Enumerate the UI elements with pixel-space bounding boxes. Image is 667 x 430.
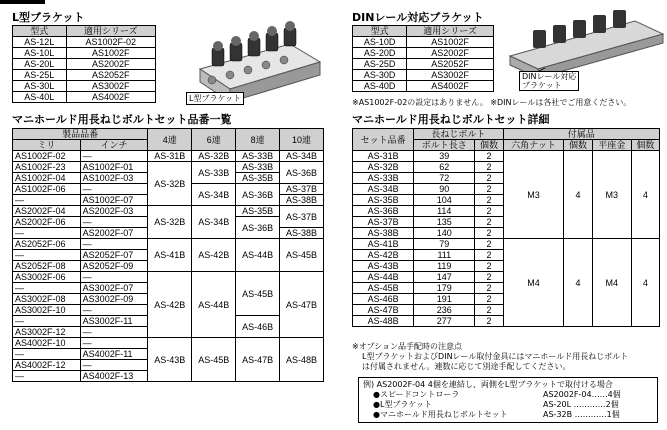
table-cell: 79 bbox=[414, 239, 475, 250]
table-cell: AS-44B bbox=[192, 272, 236, 338]
table-cell: — bbox=[13, 371, 81, 382]
table-cell: AS1002F-04 bbox=[13, 173, 81, 184]
table-cell: 62 bbox=[414, 162, 475, 173]
table-cell: AS3002F-09 bbox=[80, 294, 148, 305]
table-cell: — bbox=[13, 316, 81, 327]
table-cell: 4 bbox=[564, 151, 592, 239]
model-cell: AS-20L bbox=[13, 59, 67, 70]
table-cell: — bbox=[13, 228, 81, 239]
table-cell: 2 bbox=[475, 250, 503, 261]
table-cell: AS-33B bbox=[192, 162, 236, 184]
table-cell: 72 bbox=[414, 173, 475, 184]
table-cell: AS-33B bbox=[236, 162, 280, 173]
table-cell: AS1002F-03 bbox=[80, 173, 148, 184]
model-cell: AS-40L bbox=[13, 92, 67, 103]
header-6: 6連 bbox=[192, 129, 236, 151]
series-cell: AS3002F bbox=[66, 81, 155, 92]
table-cell: — bbox=[80, 338, 148, 349]
table-cell: AS-32B bbox=[148, 206, 192, 239]
col-header: 型式 bbox=[13, 26, 67, 37]
table-cell: AS-37B bbox=[280, 184, 324, 195]
table-cell: — bbox=[80, 360, 148, 371]
table-cell: 191 bbox=[414, 294, 475, 305]
table-cell: — bbox=[13, 250, 81, 261]
table-cell: AS1002F-01 bbox=[80, 162, 148, 173]
table-cell: 104 bbox=[414, 195, 475, 206]
table-cell: 4 bbox=[631, 239, 659, 327]
table-cell: 2 bbox=[475, 217, 503, 228]
table-cell: AS3002F-11 bbox=[80, 316, 148, 327]
table-cell: — bbox=[80, 305, 148, 316]
table-cell: 2 bbox=[475, 162, 503, 173]
table-cell: AS3002F-08 bbox=[13, 294, 81, 305]
table-cell: AS2052F-07 bbox=[80, 250, 148, 261]
table-cell: 個数 bbox=[631, 140, 659, 151]
table-cell: AS2052F-08 bbox=[13, 261, 81, 272]
table-cell: 六角ナット bbox=[503, 140, 564, 151]
bolt-table bbox=[12, 128, 324, 382]
model-cell: AS-25D bbox=[353, 59, 407, 70]
detail-title: マニホールド用長ねじボルトセット詳細 bbox=[352, 113, 550, 126]
header-4: 4連 bbox=[148, 129, 192, 151]
table-cell: AS-47B bbox=[353, 305, 414, 316]
table-cell: — bbox=[80, 239, 148, 250]
table-cell: — bbox=[13, 349, 81, 360]
table-cell: AS-42B bbox=[148, 272, 192, 338]
table-cell: 個数 bbox=[475, 140, 503, 151]
table-cell: AS-45B bbox=[192, 338, 236, 382]
table-cell: AS1002F-23 bbox=[13, 162, 81, 173]
table-cell: 2 bbox=[475, 305, 503, 316]
table-cell: 140 bbox=[414, 228, 475, 239]
table-cell: AS1002F-06 bbox=[13, 184, 81, 195]
model-cell: AS-12L bbox=[13, 37, 67, 48]
table-cell: AS4002F-11 bbox=[80, 349, 148, 360]
c10-cell: AS-34B bbox=[280, 151, 324, 162]
table-cell: AS-35B bbox=[236, 206, 280, 217]
table-cell: 2 bbox=[475, 316, 503, 327]
lbracket-title: L型ブラケット bbox=[12, 11, 85, 24]
table-cell: 2 bbox=[475, 239, 503, 250]
table-cell: AS-46B bbox=[353, 294, 414, 305]
example-title: 例) AS2002F-04 4個を連結し、両側をL型ブラケットで取付ける場合 bbox=[363, 380, 613, 389]
table-cell: AS-45B bbox=[353, 283, 414, 294]
table-cell: AS-45B bbox=[236, 272, 280, 316]
table-cell: AS3002F-10 bbox=[13, 305, 81, 316]
table-cell: AS2052F-09 bbox=[80, 261, 148, 272]
table-cell: AS-48B bbox=[280, 338, 324, 382]
table-cell: 2 bbox=[475, 184, 503, 195]
table-cell: 236 bbox=[414, 305, 475, 316]
series-cell: AS1002F-02 bbox=[66, 37, 155, 48]
table-cell: AS-31B bbox=[353, 151, 414, 162]
din-callout: DINレール対応 ブラケット bbox=[519, 71, 579, 91]
header-set: セット品番 bbox=[353, 129, 414, 151]
table-cell: AS-41B bbox=[148, 239, 192, 272]
table-cell: AS-38B bbox=[280, 195, 324, 206]
table-cell: AS3002F-06 bbox=[13, 272, 81, 283]
table-cell: 2 bbox=[475, 283, 503, 294]
table-cell: AS1002F-07 bbox=[80, 195, 148, 206]
table-cell: AS2002F-03 bbox=[80, 206, 148, 217]
top-bar bbox=[0, 0, 45, 4]
table-cell: 2 bbox=[475, 261, 503, 272]
table-cell: M4 bbox=[592, 239, 631, 327]
table-cell: AS3002F-12 bbox=[13, 327, 81, 338]
table-cell: AS-33B bbox=[353, 173, 414, 184]
table-cell: AS-46B bbox=[236, 316, 280, 338]
din-note: ※AS1002F-02の設定はありません。 ※DINレールは各社でご用意ください。 bbox=[352, 98, 632, 107]
series-cell: AS1002F bbox=[66, 48, 155, 59]
model-cell: AS-20D bbox=[353, 48, 407, 59]
table-cell: AS-36B bbox=[280, 162, 324, 184]
series-cell: AS4002F bbox=[66, 92, 155, 103]
table-cell: 147 bbox=[414, 272, 475, 283]
table-cell: 39 bbox=[414, 151, 475, 162]
table-cell: 277 bbox=[414, 316, 475, 327]
header-10: 10連 bbox=[280, 129, 324, 151]
table-cell: AS-32B bbox=[148, 162, 192, 206]
table-cell: AS-36B bbox=[236, 217, 280, 239]
example-box: 例) AS2002F-04 4個を連結し、両側をL型ブラケットで取付ける場合 ●スピードコントローラ AS2002F-04……4個 ●L型ブラケット AS-20L …………2個 ●マニホールド用長ねじボルトセット AS-32B …………1個 bbox=[358, 377, 658, 423]
table-cell: — bbox=[80, 184, 148, 195]
table-cell: AS-34B bbox=[192, 184, 236, 206]
table-cell: — bbox=[80, 272, 148, 283]
model-cell: AS-10L bbox=[13, 48, 67, 59]
table-cell: AS-38B bbox=[280, 228, 324, 239]
table-cell: AS2002F-04 bbox=[13, 206, 81, 217]
table-cell: 135 bbox=[414, 217, 475, 228]
table-cell: 4 bbox=[631, 151, 659, 239]
table-cell: AS-36B bbox=[236, 184, 280, 206]
table-cell: 111 bbox=[414, 250, 475, 261]
col-header: 型式 bbox=[353, 26, 407, 37]
header-inch: インチ bbox=[80, 140, 148, 151]
table-cell: — bbox=[80, 217, 148, 228]
table-cell: M3 bbox=[592, 151, 631, 239]
series-cell: AS1002F bbox=[407, 37, 494, 48]
table-cell: AS-45B bbox=[280, 239, 324, 272]
c8-cell: AS-33B bbox=[236, 151, 280, 162]
series-cell: AS4002F bbox=[407, 81, 494, 92]
inch-cell: — bbox=[80, 151, 148, 162]
series-cell: AS2052F bbox=[407, 59, 494, 70]
table-cell: AS-47B bbox=[280, 272, 324, 338]
header-8: 8連 bbox=[236, 129, 280, 151]
table-cell: AS4002F-10 bbox=[13, 338, 81, 349]
table-cell: AS2002F-07 bbox=[80, 228, 148, 239]
table-cell: AS-41B bbox=[353, 239, 414, 250]
c6-cell: AS-32B bbox=[192, 151, 236, 162]
table-cell: AS-37B bbox=[353, 217, 414, 228]
option-note: ※オプション品手配時の注意点 L型ブラケットおよびDINレール取付金具にはマニホールド用長ねじボルト は付属されません。連数に応じて別途手配してください。 bbox=[352, 342, 629, 371]
mm-cell: AS1002F-02 bbox=[13, 151, 81, 162]
table-cell: AS-32B bbox=[353, 162, 414, 173]
table-cell: 平座金 bbox=[592, 140, 631, 151]
table-cell: AS-34B bbox=[353, 184, 414, 195]
series-cell: AS3002F bbox=[407, 70, 494, 81]
table-cell: AS-35B bbox=[236, 173, 280, 184]
table-cell: 90 bbox=[414, 184, 475, 195]
table-cell: — bbox=[13, 283, 81, 294]
table-cell: AS2052F-06 bbox=[13, 239, 81, 250]
din-table bbox=[352, 25, 494, 92]
table-cell: 179 bbox=[414, 283, 475, 294]
model-cell: AS-10D bbox=[353, 37, 407, 48]
detail-table bbox=[352, 128, 660, 327]
table-cell: — bbox=[13, 195, 81, 206]
header-acc: 付属品 bbox=[503, 129, 659, 140]
table-cell: 2 bbox=[475, 272, 503, 283]
din-title: DINレール対応ブラケット bbox=[352, 11, 484, 24]
lbracket-illustration bbox=[190, 14, 330, 104]
lbracket-table bbox=[12, 25, 156, 103]
table-cell: AS-48B bbox=[353, 316, 414, 327]
col-header: 適用シリーズ bbox=[66, 26, 155, 37]
lbracket-callout: L型ブラケット bbox=[186, 92, 244, 105]
table-cell: AS4002F-13 bbox=[80, 371, 148, 382]
col-header: 適用シリーズ bbox=[407, 26, 494, 37]
table-cell: 119 bbox=[414, 261, 475, 272]
header-bolt: 長ねじボルト bbox=[414, 129, 503, 140]
header-mm: ミリ bbox=[13, 140, 81, 151]
table-cell: AS2002F-06 bbox=[13, 217, 81, 228]
model-cell: AS-25L bbox=[13, 70, 67, 81]
bolt-title: マニホールド用長ねじボルトセット品番一覧 bbox=[12, 113, 232, 126]
table-cell: 2 bbox=[475, 294, 503, 305]
c4-cell: AS-31B bbox=[148, 151, 192, 162]
model-cell: AS-30L bbox=[13, 81, 67, 92]
series-cell: AS2002F bbox=[66, 59, 155, 70]
table-cell: AS-43B bbox=[353, 261, 414, 272]
table-cell: AS-38B bbox=[353, 228, 414, 239]
table-cell: AS-34B bbox=[192, 206, 236, 239]
table-cell: 4 bbox=[564, 239, 592, 327]
table-cell: M4 bbox=[503, 239, 564, 327]
table-cell: AS-35B bbox=[353, 195, 414, 206]
table-cell: AS3002F-07 bbox=[80, 283, 148, 294]
table-cell: M3 bbox=[503, 151, 564, 239]
model-cell: AS-30D bbox=[353, 70, 407, 81]
table-cell: 114 bbox=[414, 206, 475, 217]
table-cell: 2 bbox=[475, 173, 503, 184]
table-cell: 2 bbox=[475, 228, 503, 239]
series-cell: AS2002F bbox=[407, 48, 494, 59]
table-cell: AS-44B bbox=[353, 272, 414, 283]
table-cell: AS-44B bbox=[236, 239, 280, 272]
table-cell: 2 bbox=[475, 195, 503, 206]
table-cell: AS-42B bbox=[353, 250, 414, 261]
table-cell: 2 bbox=[475, 206, 503, 217]
table-cell: AS-37B bbox=[280, 206, 324, 228]
header-product: 製品品番 bbox=[13, 129, 148, 140]
table-cell: AS-36B bbox=[353, 206, 414, 217]
table-cell: 2 bbox=[475, 151, 503, 162]
table-cell: 個数 bbox=[564, 140, 592, 151]
table-cell: AS-43B bbox=[148, 338, 192, 382]
table-cell: AS-47B bbox=[236, 338, 280, 382]
table-cell: — bbox=[80, 327, 148, 338]
series-cell: AS2052F bbox=[66, 70, 155, 81]
table-cell: AS-42B bbox=[192, 239, 236, 272]
table-cell: AS4002F-12 bbox=[13, 360, 81, 371]
table-cell: ボルト長さ bbox=[414, 140, 475, 151]
model-cell: AS-40D bbox=[353, 81, 407, 92]
